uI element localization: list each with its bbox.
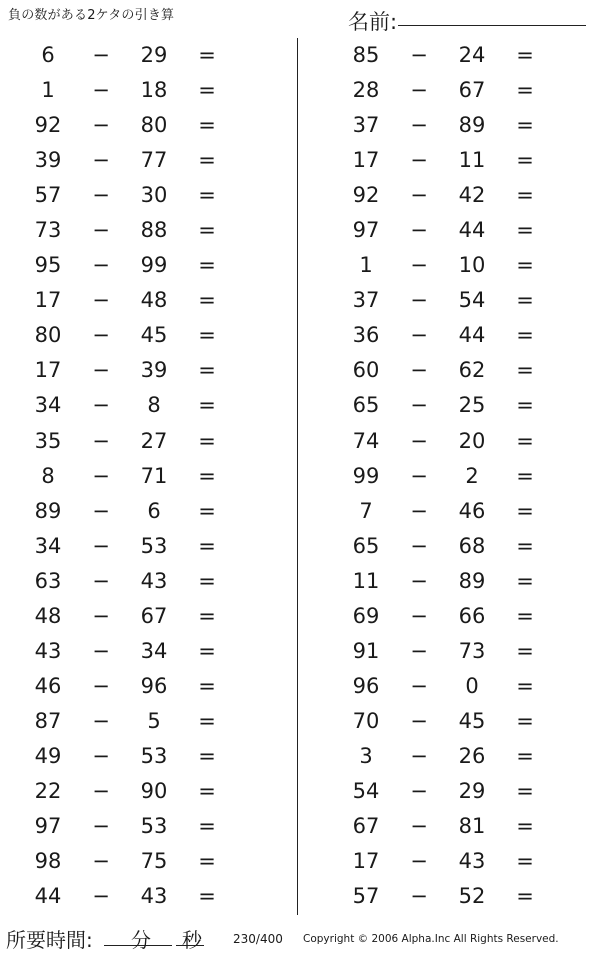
problem-row bbox=[0, 38, 260, 73]
equals-sign: = bbox=[516, 183, 534, 208]
minuend: 91 bbox=[352, 638, 380, 663]
problem-row bbox=[0, 424, 260, 459]
minus-sign: − bbox=[410, 849, 428, 874]
problem-row bbox=[0, 844, 260, 879]
minuend: 34 bbox=[34, 533, 62, 558]
problem-row bbox=[318, 599, 578, 634]
problem-row bbox=[318, 178, 578, 213]
minus-sign: − bbox=[410, 708, 428, 733]
minuend: 54 bbox=[352, 778, 380, 803]
subtrahend: 89 bbox=[458, 113, 486, 138]
minuend: 44 bbox=[34, 884, 62, 909]
subtrahend: 89 bbox=[458, 568, 486, 593]
minus-sign: − bbox=[92, 428, 110, 453]
subtrahend: 44 bbox=[458, 323, 486, 348]
subtrahend: 53 bbox=[140, 814, 168, 839]
minuend: 17 bbox=[34, 358, 62, 383]
minus-sign: − bbox=[92, 778, 110, 803]
minus-sign: − bbox=[92, 743, 110, 768]
equals-sign: = bbox=[516, 778, 534, 803]
problem-row bbox=[0, 704, 260, 739]
minuend: 34 bbox=[34, 393, 62, 418]
equals-sign: = bbox=[516, 358, 534, 383]
minus-sign: − bbox=[92, 603, 110, 628]
equals-sign: = bbox=[516, 603, 534, 628]
subtrahend: 52 bbox=[458, 884, 486, 909]
minus-sign: − bbox=[92, 568, 110, 593]
left-problem-column bbox=[0, 38, 260, 914]
subtrahend: 29 bbox=[140, 43, 168, 67]
subtrahend: 25 bbox=[458, 393, 486, 418]
equals-sign: = bbox=[516, 814, 534, 839]
minus-sign: − bbox=[410, 533, 428, 558]
minuend: 43 bbox=[34, 638, 62, 663]
minus-sign: − bbox=[410, 814, 428, 839]
problem-row bbox=[318, 283, 578, 318]
minuend: 46 bbox=[34, 673, 62, 698]
minus-sign: − bbox=[92, 884, 110, 909]
subtrahend: 53 bbox=[140, 743, 168, 768]
problem-row bbox=[0, 459, 260, 494]
minus-sign: − bbox=[410, 463, 428, 488]
equals-sign: = bbox=[198, 323, 216, 348]
equals-sign: = bbox=[516, 323, 534, 348]
minuend: 22 bbox=[34, 778, 62, 803]
subtrahend: 96 bbox=[140, 673, 168, 698]
minuend: 80 bbox=[34, 323, 62, 348]
minus-sign: − bbox=[92, 113, 110, 138]
problem-row bbox=[318, 213, 578, 248]
equals-sign: = bbox=[516, 218, 534, 243]
problem-row bbox=[0, 283, 260, 318]
minus-sign: − bbox=[92, 78, 110, 103]
equals-sign: = bbox=[516, 113, 534, 138]
minuend: 35 bbox=[34, 428, 62, 453]
subtrahend: 53 bbox=[140, 533, 168, 558]
minuend: 98 bbox=[34, 849, 62, 874]
problem-row bbox=[0, 809, 260, 844]
subtrahend: 77 bbox=[140, 148, 168, 173]
subtrahend: 45 bbox=[458, 708, 486, 733]
subtrahend: 66 bbox=[458, 603, 486, 628]
minuend: 3 bbox=[359, 743, 373, 768]
minus-sign: − bbox=[92, 358, 110, 383]
subtrahend: 2 bbox=[465, 463, 479, 488]
subtrahend: 71 bbox=[140, 463, 168, 488]
subtrahend: 5 bbox=[147, 708, 161, 733]
subtrahend: 54 bbox=[458, 288, 486, 313]
subtrahend: 34 bbox=[140, 638, 168, 663]
equals-sign: = bbox=[198, 778, 216, 803]
problem-row bbox=[0, 318, 260, 353]
minuend: 36 bbox=[352, 323, 380, 348]
problem-row bbox=[0, 178, 260, 213]
problem-row bbox=[318, 774, 578, 809]
minus-sign: − bbox=[410, 253, 428, 278]
minuend: 89 bbox=[34, 498, 62, 523]
column-divider bbox=[297, 38, 298, 915]
equals-sign: = bbox=[198, 533, 216, 558]
subtrahend: 73 bbox=[458, 638, 486, 663]
subtrahend: 90 bbox=[140, 778, 168, 803]
minus-sign: − bbox=[92, 638, 110, 663]
equals-sign: = bbox=[516, 393, 534, 418]
minuend: 96 bbox=[352, 673, 380, 698]
minuend: 92 bbox=[34, 113, 62, 138]
problem-row bbox=[318, 424, 578, 459]
subtrahend: 29 bbox=[458, 778, 486, 803]
problem-row bbox=[318, 248, 578, 283]
minus-sign: − bbox=[410, 43, 428, 67]
equals-sign: = bbox=[198, 43, 216, 67]
equals-sign: = bbox=[198, 78, 216, 103]
minus-sign: − bbox=[92, 183, 110, 208]
subtrahend: 18 bbox=[140, 78, 168, 103]
minuend: 70 bbox=[352, 708, 380, 733]
equals-sign: = bbox=[516, 78, 534, 103]
subtrahend: 20 bbox=[458, 428, 486, 453]
equals-sign: = bbox=[198, 708, 216, 733]
equals-sign: = bbox=[198, 463, 216, 488]
minus-sign: − bbox=[410, 428, 428, 453]
problem-row bbox=[0, 73, 260, 108]
problem-row bbox=[318, 739, 578, 774]
minus-sign: − bbox=[410, 743, 428, 768]
problem-row bbox=[318, 73, 578, 108]
page-number: 230/400 bbox=[233, 932, 283, 946]
minuend: 97 bbox=[352, 218, 380, 243]
equals-sign: = bbox=[198, 849, 216, 874]
equals-sign: = bbox=[198, 358, 216, 383]
problem-row bbox=[0, 739, 260, 774]
minuend: 1 bbox=[41, 78, 55, 103]
minus-sign: − bbox=[410, 884, 428, 909]
equals-sign: = bbox=[198, 253, 216, 278]
subtrahend: 46 bbox=[458, 498, 486, 523]
subtrahend: 68 bbox=[458, 533, 486, 558]
minus-sign: − bbox=[92, 288, 110, 313]
minuend: 48 bbox=[34, 603, 62, 628]
minus-sign: − bbox=[410, 78, 428, 103]
subtrahend: 8 bbox=[147, 393, 161, 418]
minuend: 95 bbox=[34, 253, 62, 278]
seconds-unit: 秒 bbox=[182, 928, 202, 952]
minus-sign: − bbox=[410, 498, 428, 523]
right-problem-column bbox=[318, 38, 578, 914]
equals-sign: = bbox=[516, 743, 534, 768]
problem-row bbox=[0, 564, 260, 599]
minuend: 57 bbox=[34, 183, 62, 208]
subtrahend: 67 bbox=[458, 78, 486, 103]
problem-row bbox=[318, 459, 578, 494]
equals-sign: = bbox=[516, 638, 534, 663]
minus-sign: − bbox=[92, 218, 110, 243]
subtrahend: 42 bbox=[458, 183, 486, 208]
minuend: 65 bbox=[352, 393, 380, 418]
equals-sign: = bbox=[516, 43, 534, 67]
minuend: 11 bbox=[352, 568, 380, 593]
minuend: 39 bbox=[34, 148, 62, 173]
minuend: 69 bbox=[352, 603, 380, 628]
minus-sign: − bbox=[410, 113, 428, 138]
minus-sign: − bbox=[410, 183, 428, 208]
equals-sign: = bbox=[198, 498, 216, 523]
problem-row bbox=[318, 388, 578, 423]
subtrahend: 10 bbox=[458, 253, 486, 278]
problem-row bbox=[0, 248, 260, 283]
equals-sign: = bbox=[516, 673, 534, 698]
equals-sign: = bbox=[198, 113, 216, 138]
problem-row bbox=[0, 388, 260, 423]
minuend: 8 bbox=[41, 463, 55, 488]
equals-sign: = bbox=[198, 183, 216, 208]
minuend: 1 bbox=[359, 253, 373, 278]
problem-row bbox=[318, 318, 578, 353]
equals-sign: = bbox=[516, 148, 534, 173]
subtrahend: 39 bbox=[140, 358, 168, 383]
minus-sign: − bbox=[410, 323, 428, 348]
subtrahend: 0 bbox=[465, 673, 479, 698]
minuend: 85 bbox=[352, 43, 380, 67]
minuend: 37 bbox=[352, 113, 380, 138]
subtrahend: 44 bbox=[458, 218, 486, 243]
subtrahend: 45 bbox=[140, 323, 168, 348]
equals-sign: = bbox=[198, 428, 216, 453]
problem-row bbox=[318, 809, 578, 844]
time-taken-label: 所要時間: bbox=[6, 928, 93, 952]
problem-row bbox=[318, 529, 578, 564]
minuend: 17 bbox=[352, 849, 380, 874]
minuend: 17 bbox=[34, 288, 62, 313]
subtrahend: 6 bbox=[147, 498, 161, 523]
minus-sign: − bbox=[92, 148, 110, 173]
minus-sign: − bbox=[92, 814, 110, 839]
subtrahend: 81 bbox=[458, 814, 486, 839]
minuend: 73 bbox=[34, 218, 62, 243]
minus-sign: − bbox=[92, 849, 110, 874]
problem-row bbox=[318, 669, 578, 704]
minus-sign: − bbox=[410, 673, 428, 698]
problem-row bbox=[318, 108, 578, 143]
equals-sign: = bbox=[516, 884, 534, 909]
minuend: 92 bbox=[352, 183, 380, 208]
copyright-notice: Copyright © 2006 Alpha.Inc All Rights Reserved. bbox=[303, 933, 559, 945]
equals-sign: = bbox=[198, 743, 216, 768]
minus-sign: − bbox=[410, 218, 428, 243]
subtrahend: 30 bbox=[140, 183, 168, 208]
equals-sign: = bbox=[516, 288, 534, 313]
minuend: 7 bbox=[359, 498, 373, 523]
minuend: 67 bbox=[352, 814, 380, 839]
subtrahend: 75 bbox=[140, 849, 168, 874]
equals-sign: = bbox=[198, 884, 216, 909]
minuend: 37 bbox=[352, 288, 380, 313]
problem-row bbox=[318, 704, 578, 739]
equals-sign: = bbox=[198, 148, 216, 173]
equals-sign: = bbox=[516, 533, 534, 558]
minus-sign: − bbox=[410, 358, 428, 383]
minus-sign: − bbox=[92, 463, 110, 488]
subtrahend: 26 bbox=[458, 743, 486, 768]
subtrahend: 99 bbox=[140, 253, 168, 278]
problem-row bbox=[318, 879, 578, 914]
equals-sign: = bbox=[516, 428, 534, 453]
minuend: 60 bbox=[352, 358, 380, 383]
minuend: 17 bbox=[352, 148, 380, 173]
minus-sign: − bbox=[410, 148, 428, 173]
equals-sign: = bbox=[516, 849, 534, 874]
minutes-unit: 分 bbox=[131, 928, 151, 952]
subtrahend: 43 bbox=[140, 884, 168, 909]
equals-sign: = bbox=[198, 673, 216, 698]
minuend: 63 bbox=[34, 568, 62, 593]
minus-sign: − bbox=[410, 638, 428, 663]
equals-sign: = bbox=[516, 568, 534, 593]
equals-sign: = bbox=[198, 393, 216, 418]
minus-sign: − bbox=[92, 498, 110, 523]
equals-sign: = bbox=[198, 814, 216, 839]
equals-sign: = bbox=[516, 498, 534, 523]
minus-sign: − bbox=[410, 778, 428, 803]
equals-sign: = bbox=[198, 288, 216, 313]
problem-row bbox=[0, 669, 260, 704]
problem-row bbox=[0, 879, 260, 914]
name-label: 名前: bbox=[348, 10, 398, 34]
subtrahend: 43 bbox=[458, 849, 486, 874]
problem-row bbox=[0, 108, 260, 143]
worksheet-title: 負の数がある2ケタの引き算 bbox=[8, 8, 175, 23]
problem-row bbox=[0, 634, 260, 669]
problem-row bbox=[318, 634, 578, 669]
problem-row bbox=[318, 353, 578, 388]
problem-row bbox=[0, 599, 260, 634]
equals-sign: = bbox=[516, 463, 534, 488]
equals-sign: = bbox=[516, 708, 534, 733]
equals-sign: = bbox=[198, 638, 216, 663]
subtrahend: 88 bbox=[140, 218, 168, 243]
minuend: 87 bbox=[34, 708, 62, 733]
subtrahend: 27 bbox=[140, 428, 168, 453]
equals-sign: = bbox=[516, 253, 534, 278]
minus-sign: − bbox=[92, 393, 110, 418]
minuend: 74 bbox=[352, 428, 380, 453]
problem-row bbox=[0, 494, 260, 529]
minus-sign: − bbox=[92, 323, 110, 348]
subtrahend: 43 bbox=[140, 568, 168, 593]
problem-row bbox=[0, 213, 260, 248]
minus-sign: − bbox=[92, 673, 110, 698]
minus-sign: − bbox=[410, 393, 428, 418]
minuend: 28 bbox=[352, 78, 380, 103]
problem-row bbox=[0, 143, 260, 178]
minuend: 6 bbox=[41, 43, 55, 67]
minuend: 49 bbox=[34, 743, 62, 768]
problem-row bbox=[318, 494, 578, 529]
subtrahend: 48 bbox=[140, 288, 168, 313]
minuend: 97 bbox=[34, 814, 62, 839]
minus-sign: − bbox=[92, 253, 110, 278]
minuend: 99 bbox=[352, 463, 380, 488]
subtrahend: 62 bbox=[458, 358, 486, 383]
minus-sign: − bbox=[92, 43, 110, 67]
problem-row bbox=[318, 143, 578, 178]
equals-sign: = bbox=[198, 568, 216, 593]
subtrahend: 67 bbox=[140, 603, 168, 628]
problem-row bbox=[318, 38, 578, 73]
problem-row bbox=[318, 564, 578, 599]
equals-sign: = bbox=[198, 603, 216, 628]
subtrahend: 80 bbox=[140, 113, 168, 138]
minus-sign: − bbox=[410, 288, 428, 313]
name-field-line[interactable] bbox=[398, 25, 586, 26]
problem-row bbox=[0, 353, 260, 388]
minus-sign: − bbox=[92, 533, 110, 558]
equals-sign: = bbox=[198, 218, 216, 243]
problem-row bbox=[0, 774, 260, 809]
minus-sign: − bbox=[410, 603, 428, 628]
minuend: 57 bbox=[352, 884, 380, 909]
problem-row bbox=[318, 844, 578, 879]
minuend: 65 bbox=[352, 533, 380, 558]
minus-sign: − bbox=[92, 708, 110, 733]
minus-sign: − bbox=[410, 568, 428, 593]
subtrahend: 24 bbox=[458, 43, 486, 67]
subtrahend: 11 bbox=[458, 148, 486, 173]
problem-row bbox=[0, 529, 260, 564]
